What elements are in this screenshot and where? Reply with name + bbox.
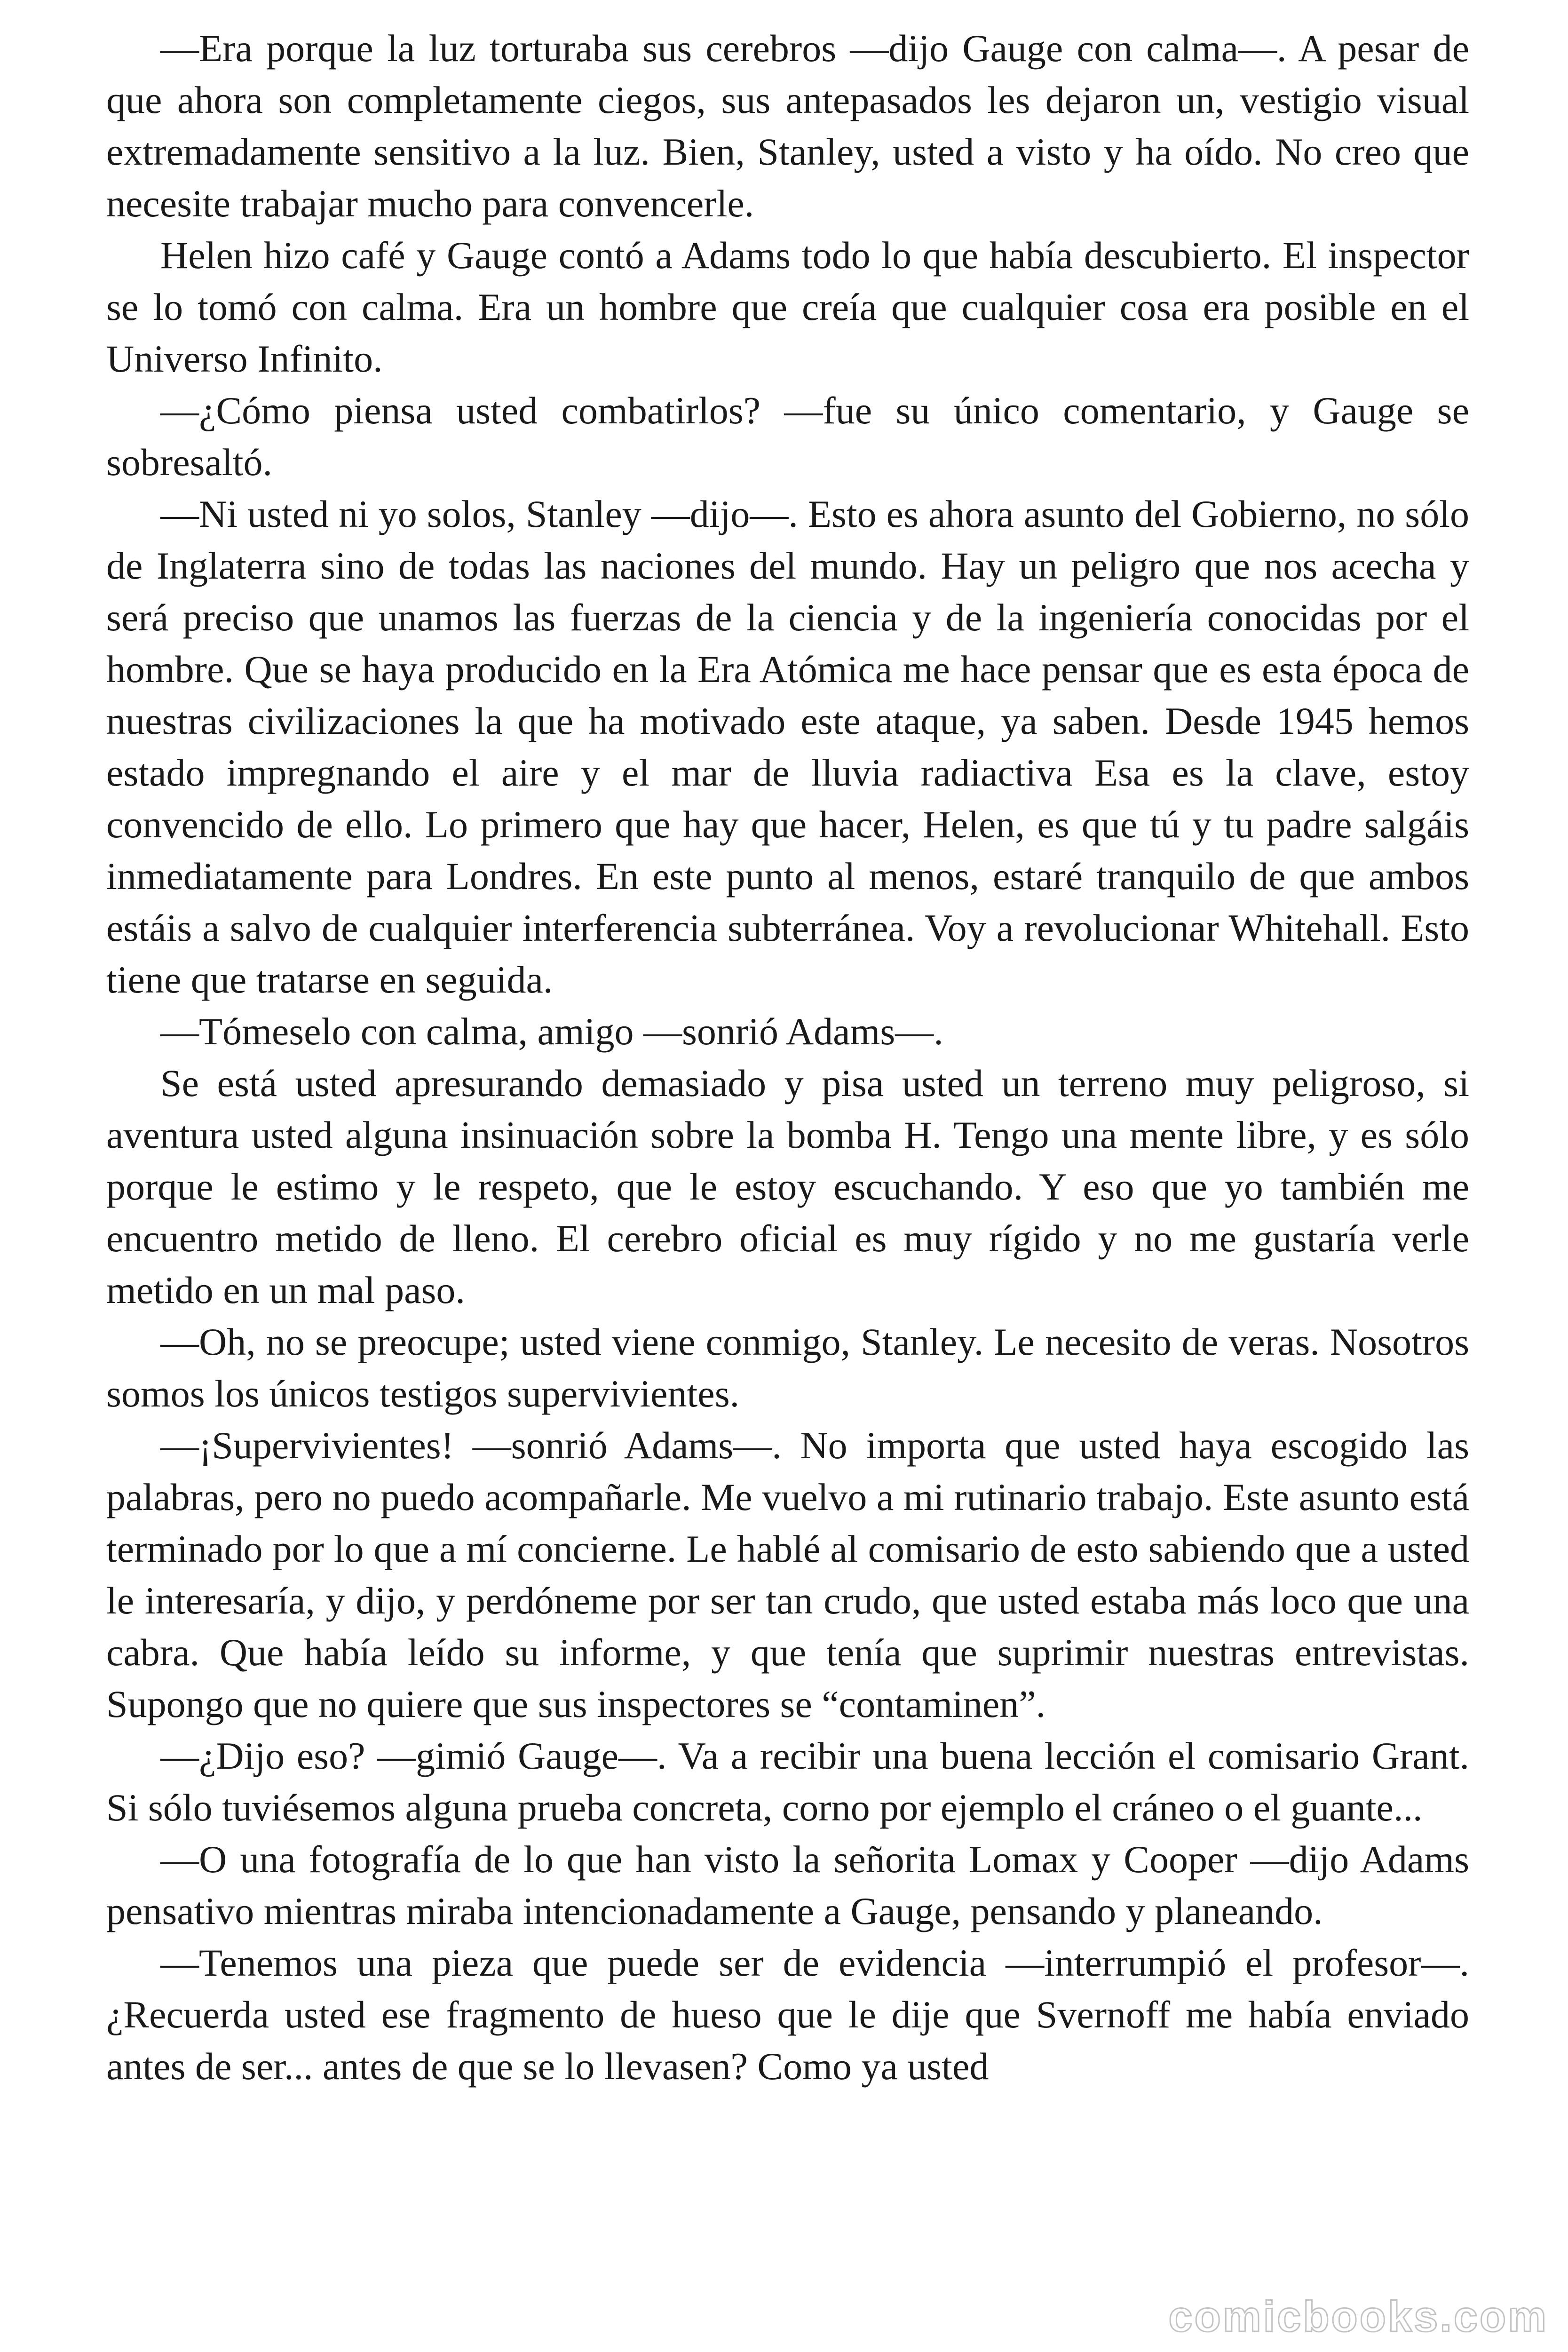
watermark: comicbooks.com xyxy=(1168,2293,1548,2341)
text-body xyxy=(106,23,1469,2092)
paragraph: Helen hizo café y Gauge contó a Adams todo lo que había descubierto. El inspector se lo tomó con calma. Era un hombre que creía que cualquier cosa era posible en el Universo Infinito. xyxy=(106,234,1469,380)
paragraph: —¿Dijo eso? —gimió Gauge—. Va a recibir una buena lección el comisario Grant. Si sólo tuviésemos alguna prueba concreta, corno por ejemplo el cráneo o el guante... xyxy=(106,1734,1469,1829)
paragraph: —¡Supervivientes! —sonrió Adams—. No importa que usted haya escogido las palabras, pero no puedo acompañarle. Me vuelvo a mi rutinario trabajo. Este asunto está terminado por lo que a mí concierne. Le hablé al comisario de esto sabiendo que a usted le interesaría, y dijo, y perdóneme por ser tan crudo, que usted estaba más loco que una cabra. Que había leído su informe, y que tenía que suprimir nuestras entrevistas. Supongo que no quiere que sus inspectores se “contaminen”. xyxy=(106,1424,1469,1725)
paragraph: —¿Cómo piensa usted combatirlos? —fue su único comentario, y Gauge se sobresaltó. xyxy=(106,389,1469,484)
paragraph: —Era porque la luz torturaba sus cerebros —dijo Gauge con calma—. A pesar de que ahora son completamente ciegos, sus antepasados les dejaron un, vestigio visual extremadamente sensitivo a la luz. Bien, Stanley, usted a visto y ha oído. No creo que necesite trabajar mucho para convencerle. xyxy=(106,27,1469,225)
paragraph: Se está usted apresurando demasiado y pisa usted un terreno muy peligroso, si aventura usted alguna insinuación sobre la bomba H. Tengo una mente libre, y es sólo porque le estimo y le respeto, que le estoy escuchando. Y eso que yo también me encuentro metido de lleno. El cerebro oficial es muy rígido y no me gustaría verle metido en un mal paso. xyxy=(106,1062,1469,1311)
paragraph: —Ni usted ni yo solos, Stanley —dijo—. Esto es ahora asunto del Gobierno, no sólo de Inglaterra sino de todas las naciones del mundo. Hay un peligro que nos acecha y será preciso que unamos las fuerzas de la ciencia y de la ingeniería conocidas por el hombre. Que se haya producido en la Era Atómica me hace pensar que es esta época de nuestras civilizaciones la que ha motivado este ataque, ya saben. Desde 1945 hemos estado impregnando el aire y el mar de lluvia radiactiva Esa es la clave, estoy convencido de ello. Lo primero que hay que hacer, Helen, es que tú y tu padre salgáis inmediatamente para Londres. En este punto al menos, estaré tranquilo de que ambos estáis a salvo de cualquier interferencia subterránea. Voy a revolucionar Whitehall. Esto tiene que tratarse en seguida. xyxy=(106,493,1469,1001)
paragraph: —Tenemos una pieza que puede ser de evidencia —interrumpió el profesor—. ¿Recuerda usted ese fragmento de hueso que le dije que Svernoff me había enviado antes de ser... antes de que se lo llevasen? Como ya usted xyxy=(106,1941,1469,2088)
paragraph: —Oh, no se preocupe; usted viene conmigo, Stanley. Le necesito de veras. Nosotros somos los únicos testigos supervivientes. xyxy=(106,1320,1469,1415)
paragraph: —Tómeselo con calma, amigo —sonrió Adams—. xyxy=(160,1010,943,1053)
paragraph: —O una fotografía de lo que han visto la señorita Lomax y Cooper —dijo Adams pensativo mientras miraba intencionadamente a Gauge, pensando y planeando. xyxy=(106,1838,1469,1932)
